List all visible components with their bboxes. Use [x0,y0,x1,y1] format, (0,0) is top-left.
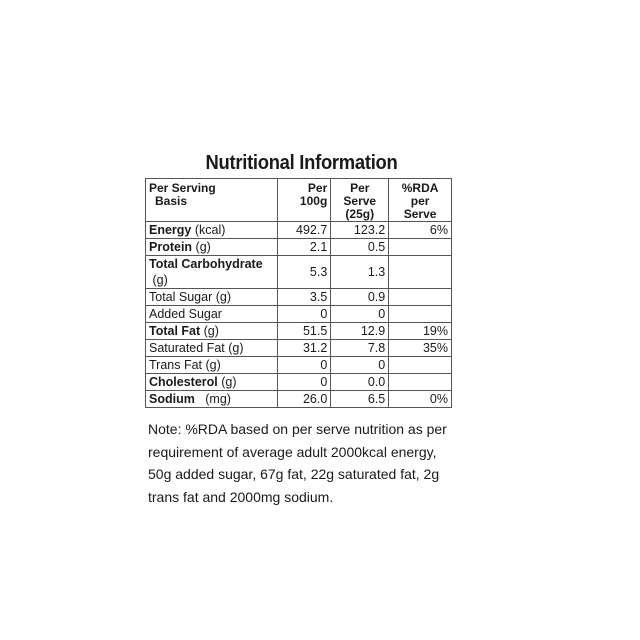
header-basis-line2: Basis [155,194,188,208]
header-basis [146,179,278,222]
value-per100: 0 [278,357,331,374]
value-per100: 5.3 [278,256,331,289]
table-row [146,391,452,408]
table-row [146,340,452,357]
nutrient-name: Trans Fat (g) [149,358,221,372]
nutrient-label [146,374,278,391]
table-row [146,256,452,289]
value-per100: 492.7 [278,222,331,239]
value-per-serve: 0 [331,306,389,323]
nutrient-label [146,391,278,408]
page-title: Nutritional Information [205,152,398,174]
nutrient-label [146,306,278,323]
nutrient-unit: (g) [192,240,211,254]
table-row [146,222,452,239]
nutrient-name: Added Sugar [149,307,222,321]
value-per-serve: 0 [331,357,389,374]
nutrient-name: Total Carbohydrate [149,257,263,271]
nutrient-label [146,289,278,306]
header-rda-line1: %RDA per [401,181,439,208]
nutrient-name: Sodium [149,392,195,406]
value-rda [389,289,452,306]
table-row [146,239,452,256]
nutrient-unit: (g) [200,324,219,338]
nutrient-unit: (kcal) [191,223,226,237]
header-perserve-line1: Per Serve [343,181,377,208]
nutrient-name: Saturated Fat (g) [149,341,244,355]
value-rda [389,256,452,289]
nutrient-unit: (g) [217,375,237,389]
nutrient-label [146,323,278,340]
value-rda [389,239,452,256]
value-per-serve: 123.2 [331,222,389,239]
value-per100: 0 [278,306,331,323]
value-rda [389,357,452,374]
header-perserve [331,179,389,222]
value-rda: 19% [389,323,452,340]
nutrient-label [146,357,278,374]
footnote-line: 50g added sugar, 67g fat, 22g saturated fat, 2g [148,466,440,482]
nutrient-label [146,239,278,256]
table-row [146,306,452,323]
table-row [146,323,452,340]
value-per-serve: 12.9 [331,323,389,340]
nutrient-unit: (mg) [194,392,231,406]
nutrient-unit: (g) [149,273,168,287]
header-per100: Per 100g [278,179,331,222]
nutrient-name: Cholesterol [149,375,218,389]
footnote-line: trans fat and 2000mg sodium. [148,488,334,505]
nutrition-table [145,178,452,408]
value-per-serve: 0.9 [331,289,389,306]
value-per-serve: 0.5 [331,239,389,256]
footnote [148,418,488,508]
value-rda: 6% [389,222,452,239]
value-rda: 35% [389,340,452,357]
value-per-serve: 7.8 [331,340,389,357]
value-per100: 0 [278,374,331,391]
value-rda [389,374,452,391]
header-basis-line1: Per Serving [149,181,216,195]
value-per-serve: 1.3 [331,256,389,289]
value-rda [389,306,452,323]
value-per100: 3.5 [278,289,331,306]
header-perserve-line2: (25g) [345,207,375,221]
table-row [146,289,452,306]
table-row [146,374,452,391]
nutrient-name: Total Sugar (g) [149,290,231,304]
nutrient-label [146,340,278,357]
value-per-serve: 6.5 [331,391,389,408]
value-per100: 2.1 [278,239,331,256]
header-rda [389,179,452,222]
value-per100: 31.2 [278,340,331,357]
footnote-line: requirement of average adult 2000kcal energy, [148,443,437,460]
nutrient-name: Total Fat [149,324,201,338]
header-rda-line2: Serve [403,207,437,221]
table-header-row [146,179,452,222]
table-row [146,357,452,374]
nutrient-name: Energy [149,223,192,237]
nutrient-label [146,256,278,289]
value-per100: 26.0 [278,391,331,408]
value-rda: 0% [389,391,452,408]
nutrient-name: Protein [149,240,193,254]
value-per-serve: 0.0 [331,374,389,391]
value-per100: 51.5 [278,323,331,340]
nutrient-label [146,222,278,239]
footnote-line: Note: %RDA based on per serve nutrition as per [148,421,447,437]
